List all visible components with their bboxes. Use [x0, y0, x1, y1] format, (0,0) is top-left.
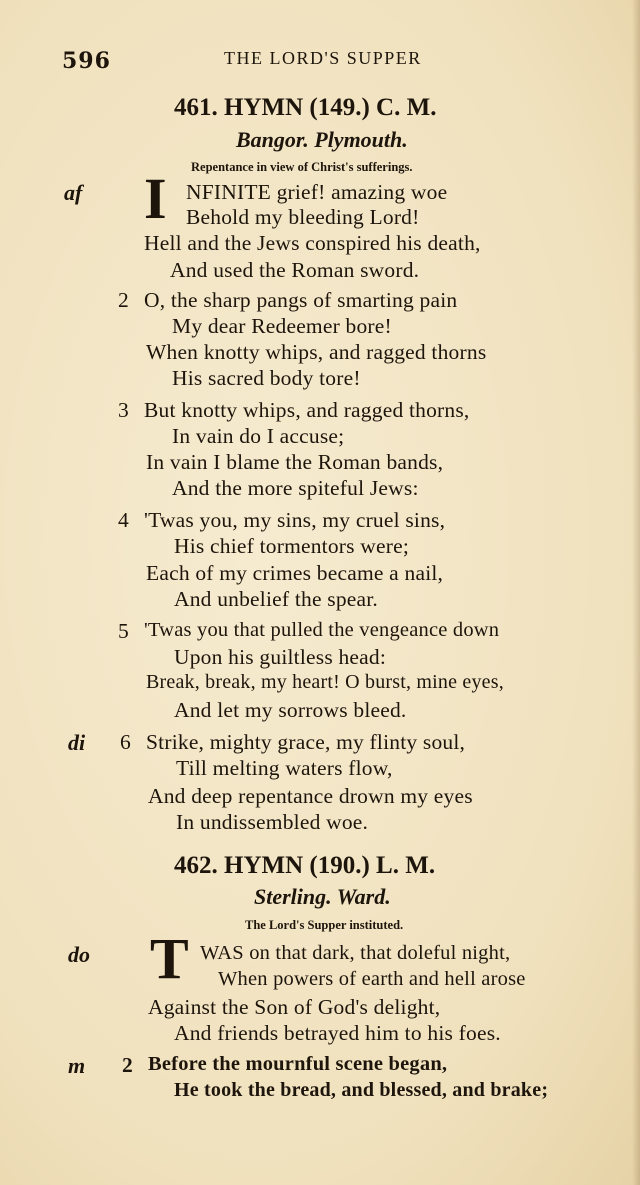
dynamic-mark: m [68, 1053, 86, 1078]
verse-line: In vain I blame the Roman bands, [146, 450, 444, 474]
verse-line: His chief tormentors were; [174, 534, 410, 558]
tune-names: Bangor. Plymouth. [236, 127, 408, 152]
verse-number: 4 [118, 508, 129, 532]
verse-line: WAS on that dark, that doleful night, [200, 942, 511, 964]
verse-line: Against the Son of God's delight, [148, 995, 441, 1019]
verse-line: When powers of earth and hell arose [218, 968, 526, 990]
verse-line: But knotty whips, and ragged thorns, [144, 398, 470, 422]
verse-line: 'Twas you that pulled the vengeance down [144, 619, 500, 641]
verse-line: Break, break, my heart! O burst, mine eyes, [146, 671, 504, 693]
verse-line: And deep repentance drown my eyes [148, 784, 473, 808]
verse-line: Hell and the Jews conspired his death, [144, 231, 481, 255]
hymn-subject: The Lord's Supper instituted. [245, 918, 404, 932]
verse-number: 3 [118, 398, 129, 422]
verse-line: When knotty whips, and ragged thorns [146, 340, 487, 364]
verse-line: Each of my crimes became a nail, [146, 561, 444, 585]
verse-number: 2 [118, 288, 129, 312]
verse-line: Behold my bleeding Lord! [186, 205, 420, 229]
hymn-title: 462. HYMN (190.) L. M. [174, 852, 436, 879]
verse-line: And the more spiteful Jews: [172, 476, 419, 500]
dynamic-mark: af [64, 180, 83, 205]
verse-line: He took the bread, and blessed, and brake; [174, 1079, 549, 1101]
verse-number: 5 [118, 619, 129, 643]
verse-line: In undissembled woe. [176, 810, 369, 834]
verse-line: Upon his guiltless head: [174, 645, 387, 669]
verse-line: In vain do I accuse; [172, 424, 345, 448]
verse-line: Strike, mighty grace, my flinty soul, [146, 730, 466, 754]
verse-line: O, the sharp pangs of smarting pain [144, 288, 458, 312]
running-head: THE LORD'S SUPPER [224, 48, 422, 68]
hymn-subject: Repentance in view of Christ's sufferings. [191, 160, 413, 174]
verse-line: And unbelief the spear. [174, 587, 379, 611]
verse-number: 2 [122, 1053, 133, 1077]
verse-line: Till melting waters flow, [176, 756, 393, 780]
dynamic-mark: di [68, 730, 86, 755]
hymn-title: 461. HYMN (149.) C. M. [174, 94, 437, 121]
dynamic-mark: do [68, 942, 90, 967]
verse-line: Before the mournful scene began, [148, 1053, 448, 1075]
page-edge-shadow [632, 0, 640, 1185]
drop-cap: I [144, 166, 167, 231]
verse-line: My dear Redeemer bore! [172, 314, 392, 338]
tune-names: Sterling. Ward. [254, 884, 391, 909]
drop-cap: T [150, 926, 189, 991]
verse-line: 'Twas you, my sins, my cruel sins, [144, 508, 446, 532]
verse-line: His sacred body tore! [172, 366, 361, 390]
verse-line: And friends betrayed him to his foes. [174, 1021, 501, 1045]
verse-line: NFINITE grief! amazing woe [186, 180, 448, 204]
page-number: 596 [62, 48, 111, 74]
verse-number: 6 [120, 730, 131, 754]
verse-line: And let my sorrows bleed. [174, 698, 407, 722]
verse-line: And used the Roman sword. [170, 258, 420, 282]
